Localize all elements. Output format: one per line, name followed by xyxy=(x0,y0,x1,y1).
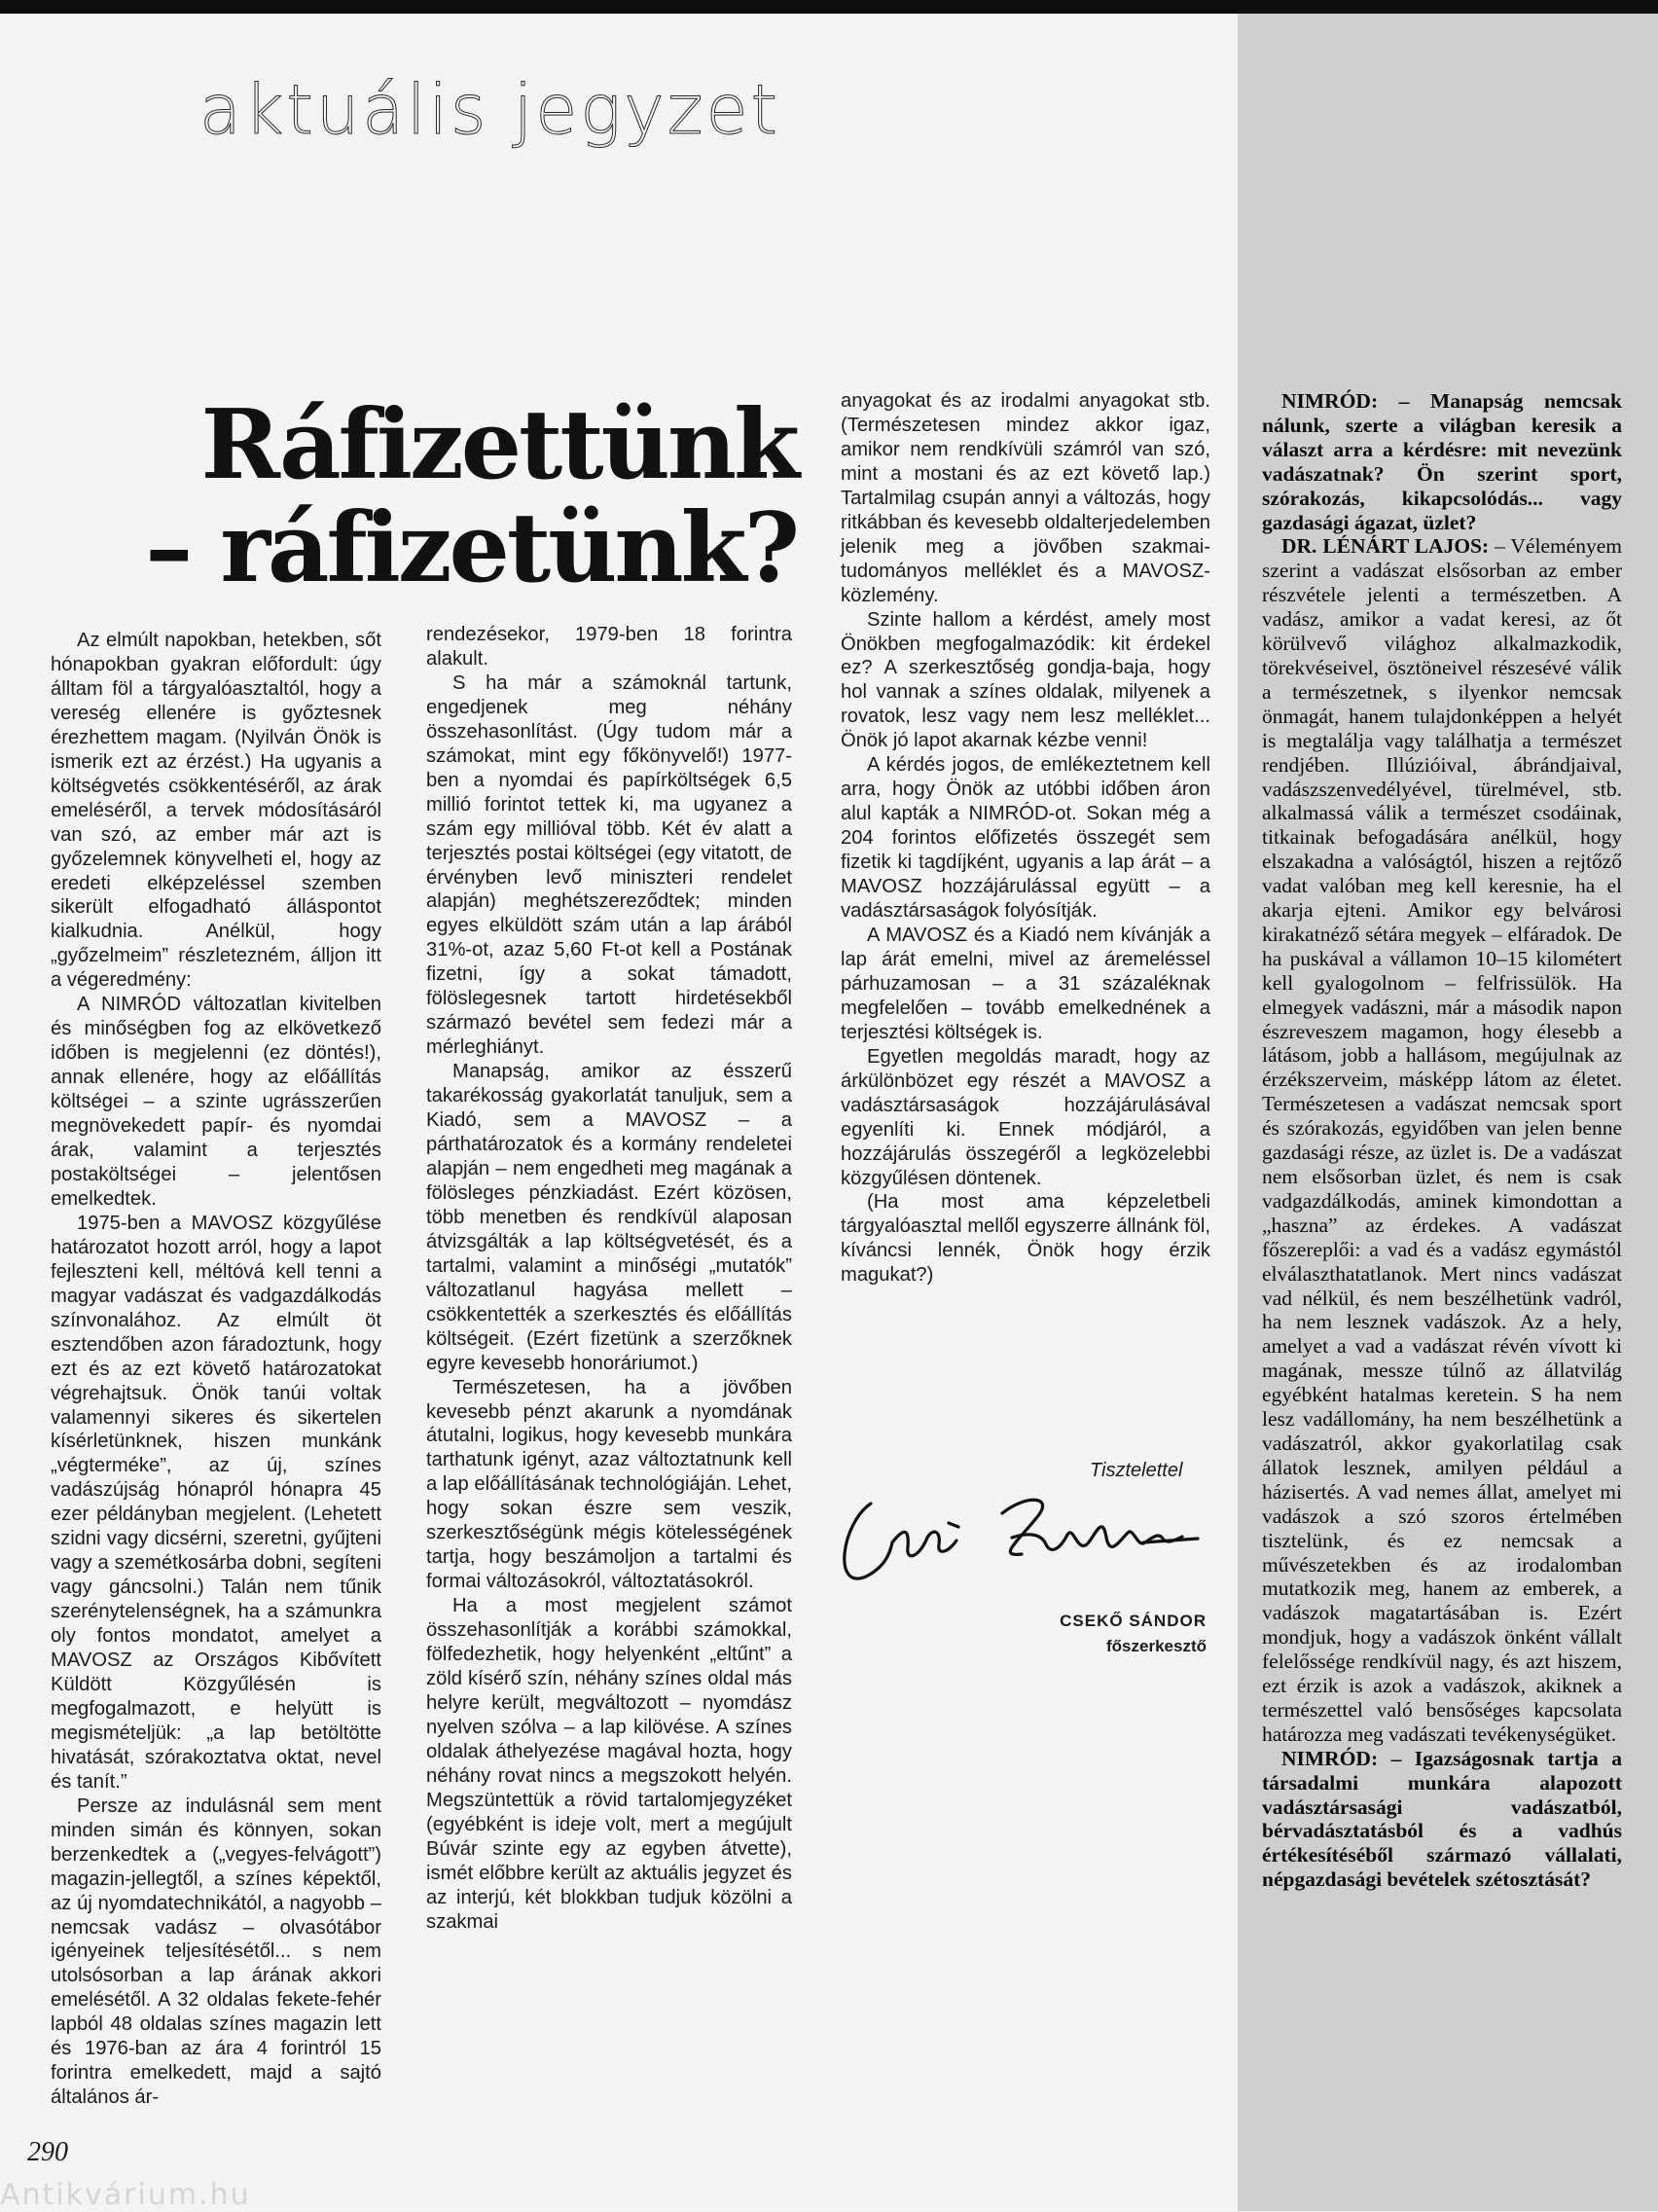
page-number: 290 xyxy=(27,2137,68,2167)
author-role: főszerkesztő xyxy=(1106,1637,1207,1655)
paragraph: A MAVOSZ és a Kiadó nem kívánják a lap árát emelni, mivel az áremeléssel párhuzamosan – a 31 százaléknak megfelelően – tovább emelkednének a terjesztési költségek is. xyxy=(841,924,1210,1043)
paragraph: Egyetlen megoldás maradt, hogy az árkülönbözet egy részét a MAVOSZ a vadásztársaságok hozzájárulásával egyenlíti ki. Ennek módjáról, a hozzájárulás összegéről a legközelebbi közgyűlésen döntenek. xyxy=(841,1045,1210,1189)
interview-column xyxy=(1262,389,1622,1892)
author-name: CSEKŐ SÁNDOR xyxy=(1060,1612,1207,1630)
paragraph: Ha a most megjelent számot összehasonlítják a korábbi számokkal, fölfedezhetik, hogy helyenként „eltűnt” a zöld kísérő szín, néhány színes oldal más helyre került, megváltozott – nyomdász nyelven szólva – a lap kilövése. A színes oldalak áthelyezése magával hozta, hogy néhány rovat nincs a megszokott helyén. Megszüntettük a rövid tartalomjegyzéket (egyébként is ideje volt, mert a megújult Búvár szinte egy az egyben átvette), ismét előbbre került az aktuális jegyzet és az interjú, két blokkban tudjuk közölni a szakmai xyxy=(426,1595,792,1933)
question-speaker: NIMRÓD: xyxy=(1281,1746,1379,1770)
handwritten-signature xyxy=(832,1484,1211,1601)
interview-question-2 xyxy=(1262,1747,1622,1892)
headline-line-2: – ráfizetünk? xyxy=(145,492,797,604)
article-headline xyxy=(145,389,797,604)
article-column-1 xyxy=(51,629,381,2110)
paragraph: anyagokat és az irodalmi anyagokat stb. (Természetesen mindez akkor igaz, amikor nem rendkívüli számról van szó, mint a mostani és az ezt követő lap.) Tartalmilag csupán annyi a változás, hogy ritkábban és kevesebb oldalterjedelemben jelenik meg a jövőben szakmai-tudományos melléklet és a MAVOSZ-közlemény. xyxy=(841,390,1210,606)
top-border xyxy=(0,0,1658,14)
paragraph: S ha már a számoknál tartunk, engedjenek meg néhány összehasonlítást. (Úgy tudom már a számokat, mint egy főkönyvelő!) 1977-ben a nyomdai és papírköltségek 6,5 millió forintot tettek ki, ma ugyanez a szám egy millióval több. Két év alatt a terjesztés postai költségei (egy vitatott, de érvényben levő miniszteri rendelet alapján) meghétszereződtek; minden egyes elküldött szám után a lap árából 31%-ot, azaz 5,60 Ft-ot kell a Postának fizetni, így a sokat támadott, fölöslegesnek tartott hirdetésekből származó bevétel sem fedezi már a mérleghiányt. xyxy=(426,671,792,1059)
paragraph: A kérdés jogos, de emlékeztetnem kell arra, hogy Önök az utóbbi időben áron alul kapták a NIMRÓD-ot. Sokan még a 204 forintos előfizetés összegét sem fizetik ki tagdíjként, ugyanis a lap árát – a MAVOSZ hozzájárulással együtt – a vadásztársaságok folyósítják. xyxy=(841,754,1210,923)
paragraph: Szinte hallom a kérdést, amely most Önökben megfogalmazódik: kit érdekel ez? A szerkesztőség gondja-baja, hogy hol vannak a színes oldalak, milyenek a rovatok, lesz vagy nem lesz melléklet... Önök jó lapot akarnak kézbe venni! xyxy=(841,608,1210,752)
headline-line-1: Ráfizettünk xyxy=(200,389,797,501)
closing-salutation: Tisztelettel xyxy=(1090,1460,1183,1481)
question-text: – Igazságosnak tartja a társadalmi munkára alapozott vadásztársasági vadászatból, bérvadásztatásból és a vadhús értékesítéséből származó vállalati, népgazdasági bevételek szétosztását? xyxy=(1262,1746,1622,1892)
paragraph: (Ha most ama képzeletbeli tárgyalóasztal mellől egyszerre állnánk föl, kíváncsi lennék, Önök hogy érzik magukat?) xyxy=(841,1191,1210,1287)
paragraph: 1975-ben a MAVOSZ közgyűlése határozatot hozott arról, hogy a lapot fejleszteni kell, méltóvá kell tenni a magyar vadászat és vadgazdálkodás színvonalához. Az elmúlt öt esztendőben azon fáradoztunk, hogy ezt és az ezt követő határozatokat végrehajtsuk. Önök tanúi voltak valamennyi sikeres és sikertelen kísérletünknek, hiszen munkánk „végterméke”, az új, színes vadászújság hónapról hónapra 45 ezer példányban megjelent. (Lehetett szidni vagy dicsérni, szeretni, gyűjteni vagy a szemétkosárba dobni, segíteni vagy gáncsolni.) Talán nem tűnik szerénytelenségnek, ha a számunkra oly fontos mondatot, amelyet a MAVOSZ az Országos Kibővített Küldött Közgyűlésén is megfogalmazott, e helyütt is megismételjük: „a lap betöltötte hivatását, szórakoztatva oktat, nevel és tanít.” xyxy=(51,1212,381,1793)
paragraph: rendezésekor, 1979-ben 18 forintra alakult. xyxy=(426,624,792,670)
question-text: – Manapság nemcsak nálunk, szerte a világban keresik a választ arra a kérdésre: mit nevezünk vadászatnak? Ön szerint sport, szórakozás, kikapcsolódás... vagy gazdasági ágazat, üzlet? xyxy=(1262,389,1623,534)
paragraph: Az elmúlt napokban, hetekben, sőt hónapokban gyakran előfordult: úgy álltam föl a tárgyalóasztaltól, hogy a vereség ellenére is győztesnek érezhettem magam. (Nyilván Önök is ismerik ezt az érzést.) Ha ugyanis a költségvetés csökkentéséről, az árak emeléséről, a tervek módosításáról van szó, az ember már azt is győzelemnek könyvelheti el, hogy az eredeti elképzeléssel szemben sikerült elfogadható álláspontot kialkudnia. Anélkül, hogy „győzelmeim” részletezném, álljon itt a végeredmény: xyxy=(51,630,381,992)
interview-question-1 xyxy=(1262,389,1622,534)
paragraph: Persze az indulásnál sem ment minden simán és könnyen, sokan berzenkedtek a („vegyes-felvágott”) magazin-jellegtől, a színes képektől, az új nyomdatechnikától, a nagyobb – nemcsak vadász – olvasótábor igényeinek teljesítésétől... s nem utolsósorban a lap árának akkori emelésétől. A 32 oldalas fekete-fehér lapból 48 oldalas színes magazin lett és 1976-ban az ára 4 forintról 15 forintra emelkedett, majd a sajtó általános ár- xyxy=(51,1795,381,2109)
section-rubric: aktuális jegyzet xyxy=(199,70,780,150)
watermark: Antikvárium.hu xyxy=(0,2178,251,2212)
article-column-3 xyxy=(841,389,1210,1287)
answer-text: – Véleményem szerint a vadászat elsősorban az ember részvétele jelenti a természetben. A vadász, amikor a vadat keresi, az őt körülvevő világhoz alkalmazkodik, törekvéseivel, ösztöneivel részesévé válik a természetnek, s ilyenkor nemcsak önmagát, hanem tulajdonképpen a helyét is megtalálja vagy találhatja a természet rendjében. Illúzióival, ábrándjaival, vadászszenvedélyével, türelmével, stb. alkalmassá válik a természet csodáinak, titkainak befogadására anélkül, hogy elszakadna a valóságtól, hiszen a rejtőző vadat valóban meg kell keresnie, ha el akarja ejteni. Amikor egy belvárosi kirakatnéző sétára megyek – elfáradok. De ha puskával a vállamon 10–15 kilométert kell gyalogolnom – felfrissülök. Ha elmegyek vadászni, már a második napon észreveszem magamon, hogy élesebb a látásom, jobb a hallásom, megújulnak az érzékszerveim, másképp látom az életet. Természetesen a vadászat nemcsak sport és szórakozás, egyidőben van jelen benne gazdasági része, az üzlet is. De a vadászat nem elsősorban üzlet, és nem is csak vadgazdálkodás, aminek kimondottan a „haszna” az érdekes. A vadászat főszereplői: a vad és a vadász egymástól elválaszthatatlanok. Mert nincs vadászat vad nélkül, és nem beszélhetünk vadról, ha nem lesznek vadászok. Az a hely, amelyet a vad a vadászat révén vívott ki magának, messze túlnő az állatvilág egyébként hatalmas keretein. S ha nem lesz vadállomány, ha nem beszélhetünk a vadászatról, akkor gyakorlatilag csak állatok lesznek, amilyen például a házisertés. A vad nemes állat, amelyet mi vadászok a szó szoros értelmében tisztelünk, és ez nemcsak a művészetekben és az irodalomban mutatkozik meg, hanem az emberek, a vadászok magatartásában is. Ezért mondjuk, hogy a vadászok önként vállalt felelőssége rendkívül nagy, és azt hiszem, ezt érzik is azok a vadászok, akiknek a természettel való bensőséges kapcsolata határozza meg vadászati tevékenységüket. xyxy=(1262,534,1623,1746)
interview-answer-1 xyxy=(1262,534,1622,1746)
question-speaker: NIMRÓD: xyxy=(1281,389,1379,413)
paragraph: Természetesen, ha a jövőben kevesebb pénzt akarunk a nyomdának átutalni, logikus, hogy kevesebb munkára tarthatunk igényt, azaz változtatnunk kell a lap előállításának technológiáján. Lehet, hogy sokan észre sem veszik, szerkesztőségünk mégis kötelességének tartja, hogy beszámoljon a tartalmi és formai változásokról, változtatásokról. xyxy=(426,1376,792,1593)
answer-speaker: DR. LÉNÁRT LAJOS: xyxy=(1281,534,1490,559)
paragraph: A NIMRÓD változatlan kivitelben és minőségben fog az elkövetkező időben is megjelenni (ez döntés!), annak ellenére, hogy az előállítás költségei – a szinte ugrásszerűen megnövekedett papír- és nyomdai árak, valamint a terjesztés postaköltségei – jelentősen emelkedtek. xyxy=(51,994,381,1210)
article-column-2 xyxy=(426,623,792,1934)
paragraph: Manapság, amikor az ésszerű takarékosság gyakorlatát tanuljuk, sem a Kiadó, sem a MAVOSZ – a párthatározatok és a kormány rendeletei alapján – nem engedheti meg magának a fölösleges pénzkiadást. Ezért közösen, több menetben és rendkívül alaposan átvizsgálták a lap költségvetését, és a tartalmi, valamint a minőségi „mutatók” változatlanul hagyása mellett – csökkentették a szerkesztés és előállítás költségeit. (Ezért fizetünk a szerzőknek egyre kevesebb honoráriumot.) xyxy=(426,1061,792,1374)
